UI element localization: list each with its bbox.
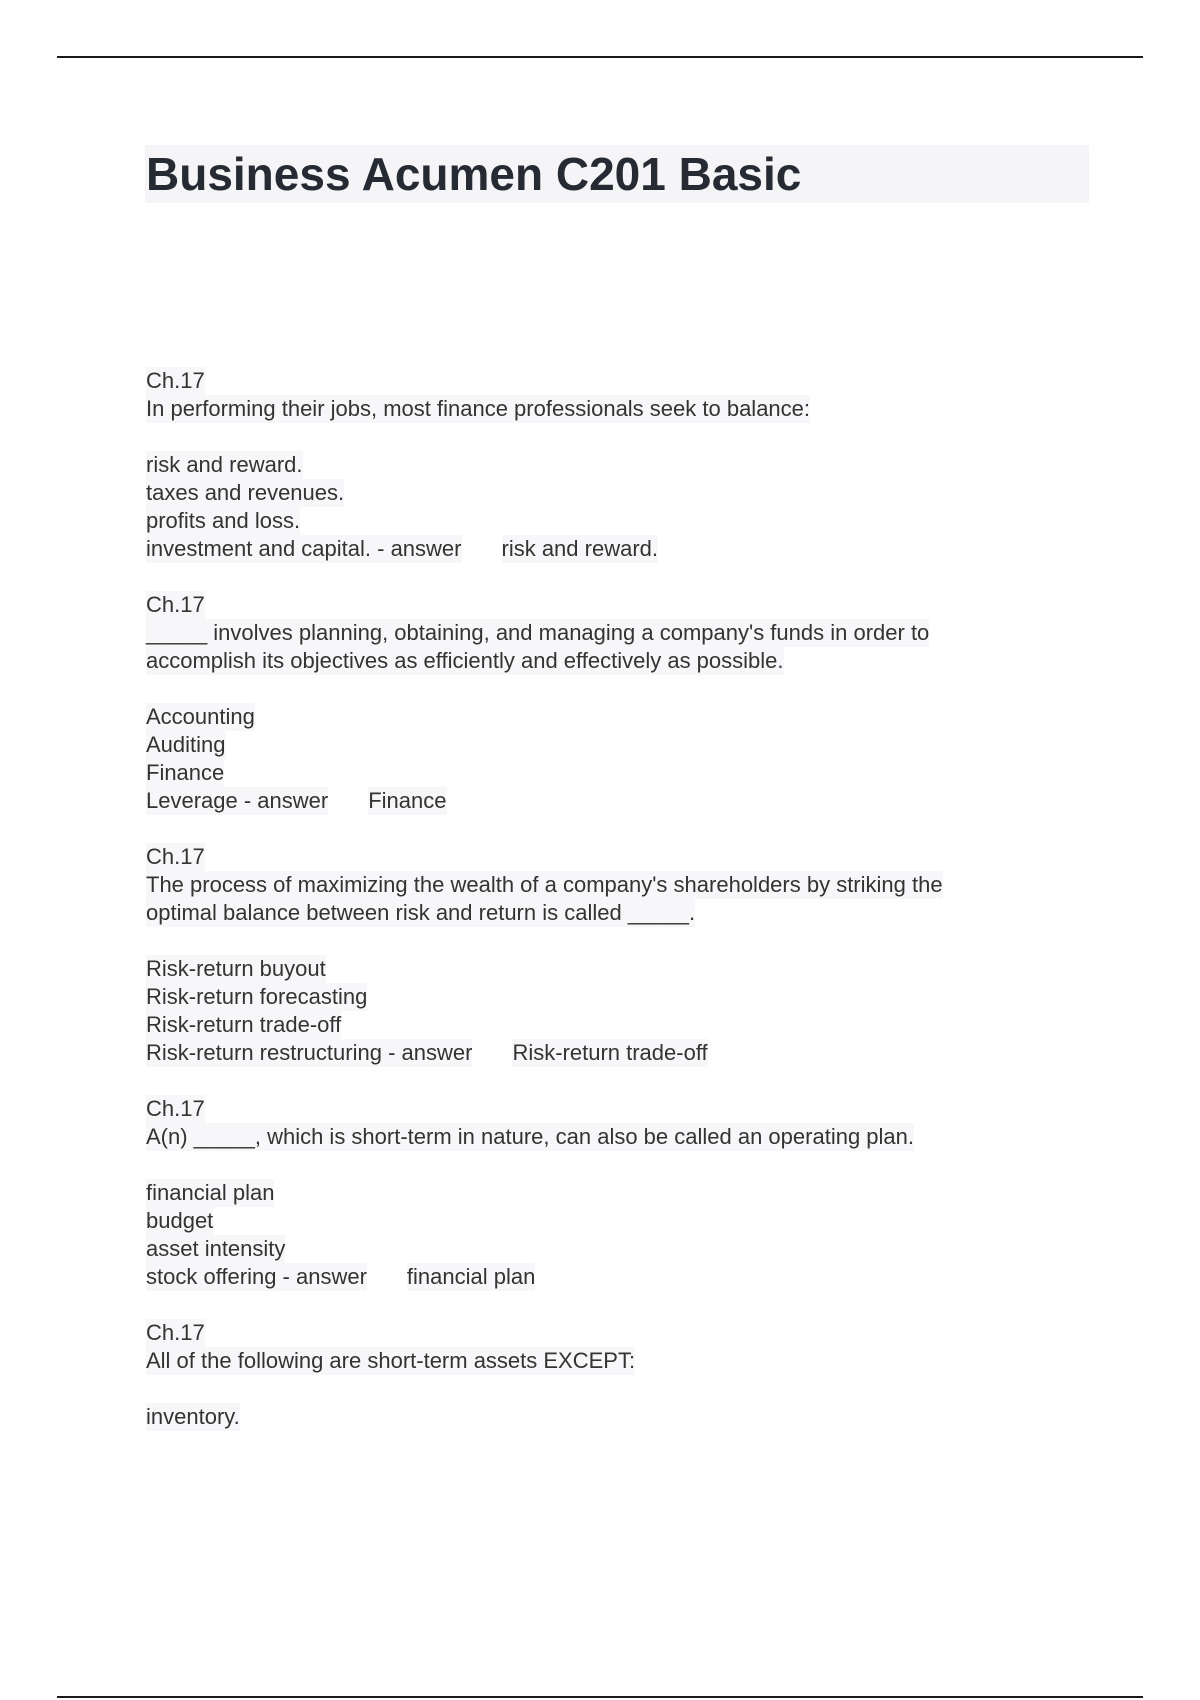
question-block [146,1319,1046,1431]
option-item: financial plan [146,1180,275,1205]
option-item: budget [146,1208,214,1233]
question-text: _____ involves planning, obtaining, and managing a company's funds in order to [146,620,930,645]
option-item: Risk-return buyout [146,956,326,981]
question-list [146,367,1046,1459]
question-block [146,591,1046,815]
option-item: stock offering - answer [146,1264,367,1289]
question-block [146,1095,1046,1291]
option-item: investment and capital. - answer [146,536,462,561]
chapter-label: Ch.17 [146,1096,205,1121]
question-block [146,843,1046,1067]
option-item: profits and loss. [146,508,301,533]
option-item: Risk-return trade-off [146,1012,342,1037]
option-item: Risk-return forecasting [146,984,368,1009]
question-text: In performing their jobs, most finance professionals seek to balance: [146,396,811,421]
answer-text: risk and reward. [501,536,659,561]
chapter-label: Ch.17 [146,844,205,869]
option-item: inventory. [146,1404,240,1429]
option-item: taxes and revenues. [146,480,345,505]
question-text: A(n) _____, which is short-term in nature, can also be called an operating plan. [146,1124,914,1149]
question-text: All of the following are short-term assets EXCEPT: [146,1348,636,1373]
answer-text: financial plan [406,1264,536,1289]
option-item: Accounting [146,704,255,729]
question-text: accomplish its objectives as efficiently and effectively as possible. [146,648,784,673]
question-text: optimal balance between risk and return is called _____. [146,900,696,925]
chapter-label: Ch.17 [146,1320,205,1345]
answer-text: Risk-return trade-off [512,1040,708,1065]
option-item: Leverage - answer [146,788,329,813]
option-item: Finance [146,760,225,785]
document-title: Business Acumen C201 Basic [146,148,802,200]
option-item: asset intensity [146,1236,286,1261]
top-rule [57,56,1143,58]
option-item: Risk-return restructuring - answer [146,1040,473,1065]
chapter-label: Ch.17 [146,368,205,393]
option-item: Auditing [146,732,226,757]
chapter-label: Ch.17 [146,592,205,617]
question-text: The process of maximizing the wealth of a company's shareholders by striking the [146,872,943,897]
question-block [146,367,1046,563]
bottom-rule [57,1696,1143,1698]
option-item: risk and reward. [146,452,303,477]
answer-text: Finance [368,788,447,813]
